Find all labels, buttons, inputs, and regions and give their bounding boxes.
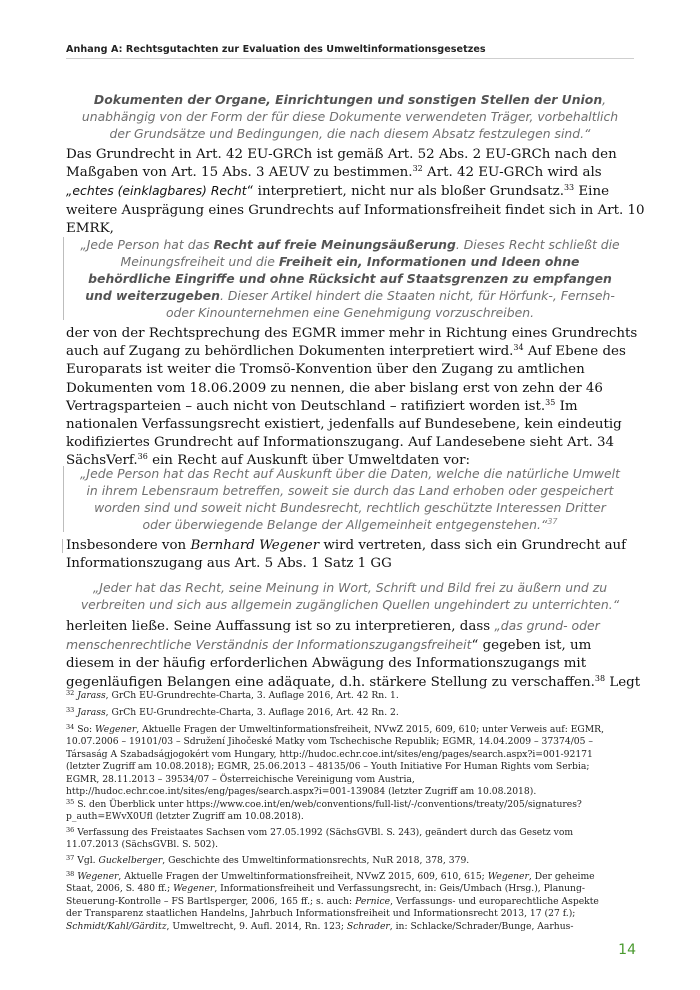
quote-saechsverf-art34: „Jede Person hat das Recht auf Auskunft über die Daten, welche die natürliche Umwelt in ihrem Lebensraum betreffen, soweit sie durch das Land erhoben oder gespeichert worden sind und soweit nicht Bundesrecht, rechtlich geschützte Interessen Dritter oder überwiegende Belange der Allgemeinheit entgegenstehen.“$^{37}$ [66, 465, 634, 533]
footnote-ref-35[interactable]: 35 [545, 397, 556, 407]
page-number: 14 [618, 942, 636, 958]
footnote-ref-34[interactable]: 34 [513, 343, 524, 353]
paragraph-auffassung: herleiten ließe. Seine Auffassung ist so zu interpretieren, dass „das grund- oder menschenrechtliche Verständnis der Informationszugangsfreiheit“ gegeben ist, um diesem in der häufig erforderlichen Abwägung des Informationszugangs mit gegenläufigen Belangen eine adäquate, d.h. stärkere Stellung zu verschaffen.$^{38}$ Legt [66, 618, 641, 690]
footnote-36: $^{36}$ Verfassung des Freistaates Sachsen vom 27.05.1992 (SächsGVBl. S. 243), geändert durch das Gesetz vom 11.07.2013 (SächsGVBl. S. 502). [66, 826, 574, 851]
running-header: Anhang A: Rechtsgutachten zur Evaluation des Umweltinformationsgesetzes [66, 44, 634, 59]
quote-emrk-art10: „Jede Person hat das Recht auf freie Meinungsäußerung. Dieses Recht schließt die Meinungsfreiheit und die Freiheit ein, Informationen und Ideen ohne behördliche Eingriffe und ohne Rücksicht auf Staatsgrenzen zu empfangen und weiterzugeben. Dieser Artikel hindert die Staaten nicht, für Hörfunk-, Fernseh- oder Kinounternehmen eine Genehmigung vorzuschreiben. [66, 236, 634, 321]
footnote-ref-36[interactable]: 36 [137, 452, 148, 462]
quote-union-documents: Dokumenten der Organe, Einrichtungen und sonstigen Stellen der Union, unabhängig von der Form der für diese Dokumente verwendeten Träger, vorbehaltlich der Grundsätze und Bedingungen, die nach diesem Absatz festzulegen sind.“ [81, 92, 619, 141]
footnote-37: $^{37}$ Vgl. Guckelberger, Geschichte des Umweltinformationsrechts, NuR 2018, 378, 379. [66, 854, 470, 866]
footnote-38: $^{38}$ Wegener, Aktuelle Fragen der Umweltinformationsfreiheit, NVwZ 2015, 609, 610, 615; Wegener, Der geheime Staat, 2006, S. 480 ff.; Wegener, Informationsfreiheit und Verfassungsrecht, in: Geis/Umbach (Hrsg.), Planung- Steuerung-Kontrolle – FS Bartlsperger, 2006, 165 ff.; s. auch: Pernice, Verfassungs- und europarechtliche Aspekte der Transparenz staatlichen Handelns, Jahrbuch Informationsfreiheit und Informationsrecht 2013, 17 (27 f.); Schmidt/Kahl/Gärditz, Umweltrecht, 9. Aufl. 2014, Rn. 123; Schrader, in: Schlacke/Schrader/Bunge, Aarhus- [66, 870, 599, 932]
footnote-ref-32[interactable]: 32 [412, 164, 423, 174]
footnote-34: $^{34}$ So: Wegener, Aktuelle Fragen der Umweltinformationsfreiheit, NVwZ 2015, 609, 610; unter Verweis auf: EGMR, 10.07.2006 – 19101/03 – Sdružení Jihočeské Matky vom Tschechische Republik; EGMR, 14.04.2009 – 37374/05 – Társaság A Szabadságjogokért vom Hungary, http://hudoc.echr.coe.int/sites/eng/pages/search.aspx?i=001-92171 (letzter Zugriff am 10.08.2018); EGMR, 25.06.2013 – 48135/06 – Youth Initiative For Human Rights vom Serbia; EGMR, 28.11.2013 – 39534/07 – Österreichische Vereinigung vom Austria, http://hudoc.echr.coe.int/sites/eng/pages/search.aspx?i=001-139084 (letzter Zugriff am 10.08.2018). [66, 723, 605, 798]
quote-gg-art5: „Jeder hat das Recht, seine Meinung in Wort, Schrift und Bild frei zu äußern und zu verbreiten und sich aus allgemein zugänglichen Quellen ungehindert zu unterrichten.“ [80, 580, 620, 612]
footnote-33: $^{33}$ Jarass, GrCh EU-Grundrechte-Charta, 3. Auflage 2016, Art. 42 Rn. 2. [66, 706, 399, 718]
footnote-ref-33[interactable]: 33 [563, 183, 575, 193]
footnote-32: $^{32}$ Jarass, GrCh EU-Grundrechte-Charta, 3. Auflage 2016, Art. 42 Rn. 1. [66, 689, 399, 701]
paragraph-egmr: der von der Rechtsprechung des EGMR immer mehr in Richtung eines Grundrechts auch auf Zugang zu behördlichen Dokumenten interpretiert wird.$^{34}$ Auf Ebene des Europarats ist weiter die Tromsö-Konvention über den Zugang zu amtlichen Dokumenten vom 18.06.2009 zu nennen, die aber bislang erst von zehn der 46 Vertragsparteien – auch nicht von Deutschland – ratifiziert worden ist.$^{35}$ Im nationalen Verfassungsrecht existiert, jedenfalls auf Bundesebene, kein eindeutig kodifiziertes Grundrecht auf Informationszugang. Auf Landesebene sieht Art. 34 SächsVerf.$^{36}$ ein Recht auf Auskunft über Umweltdaten vor: [66, 326, 638, 469]
paragraph-wegener: Insbesondere von Bernhard Wegener wird vertreten, dass sich ein Grundrecht auf Informationszugang aus Art. 5 Abs. 1 Satz 1 GG [66, 537, 636, 573]
paragraph-grundrecht-art42: Das Grundrecht in Art. 42 EU-GRCh ist gemäß Art. 52 Abs. 2 EU-GRCh nach den Maßgaben von Art. 15 Abs. 3 AEUV zu bestimmen.$^{32}$ Art. 42 EU-GRCh wird als „echtes (einklagbares) Recht“ interpretiert, nicht nur als bloßer Grundsatz.$^{33}$ Eine weitere Ausprägung eines Grundrechts auf Informationsfreiheit findet sich in Art. 10 EMRK, [66, 147, 645, 236]
footnote-ref-37[interactable]: 37 [547, 517, 558, 526]
footnote-35: $^{35}$ S. den Überblick unter https://www.coe.int/en/web/conventions/full-list/-/conventions/treaty/205/signatures? p_auth=EWvX0Ufl (letzter Zugriff am 10.08.2018). [66, 798, 582, 823]
footnote-ref-38[interactable]: 38 [594, 673, 606, 683]
